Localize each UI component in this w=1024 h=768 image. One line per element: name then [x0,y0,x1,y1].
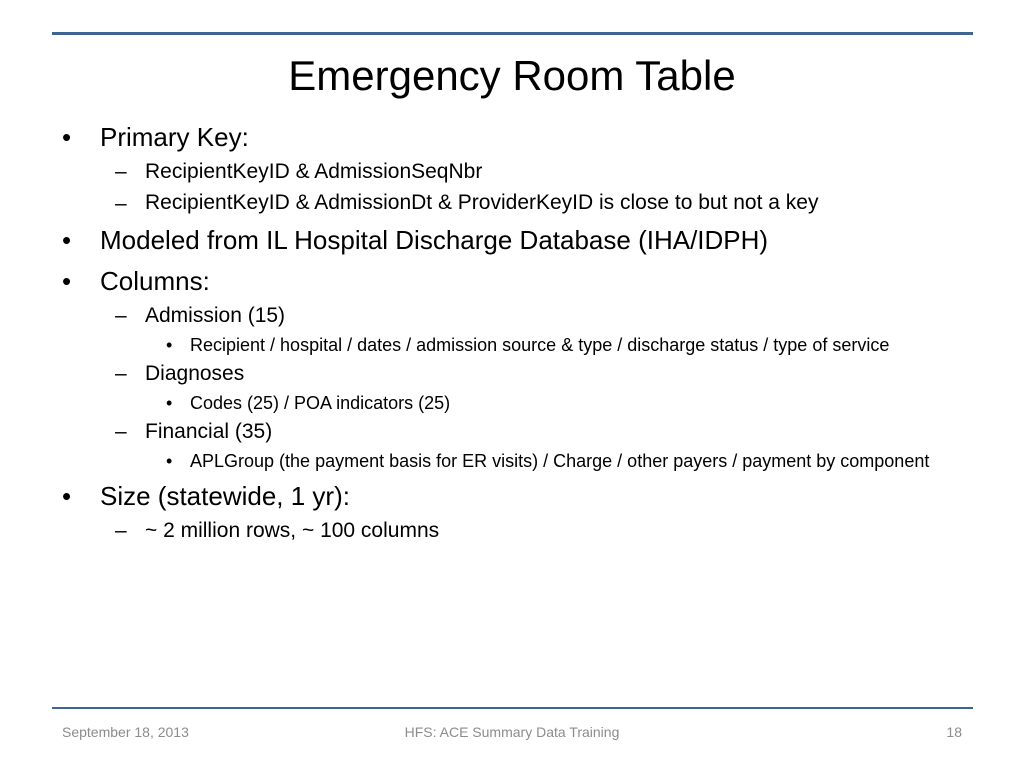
slide-body [62,121,962,545]
small-bullet-marker: • [166,451,173,471]
sub-bullet-text: Diagnoses [145,362,245,385]
sub-bullet-size [115,517,962,545]
sub-bullet-financial [115,418,962,446]
bullet-primary-key [62,121,962,154]
detail-financial [166,450,962,472]
top-rule [52,32,973,35]
detail-admission [166,334,962,356]
dash-marker: – [115,519,127,542]
bullet-text: Size (statewide, 1 yr): [100,481,350,511]
sub-bullet-text: Admission (15) [145,304,286,327]
detail-text: Codes (25) / POA indicators (25) [190,393,451,413]
detail-text: APLGroup (the payment basis for ER visits) / Charge / other payers / payment by component [190,451,930,471]
sub-bullet-key-1 [115,158,962,186]
bullet-marker: • [62,225,72,255]
footer-page-number: 18 [946,724,962,740]
detail-text: Recipient / hospital / dates / admission source & type / discharge status / type of service [190,335,890,355]
dash-marker: – [115,192,127,215]
sub-bullet-diagnoses [115,360,962,388]
bullet-columns [62,265,962,298]
sub-bullet-admission [115,302,962,330]
sub-bullet-text: Financial (35) [145,420,273,443]
sub-bullet-text: RecipientKeyID & AdmissionDt & ProviderKeyID is close to but not a key [145,191,819,214]
bullet-text: Modeled from IL Hospital Discharge Database (IHA/IDPH) [100,225,769,255]
sub-bullet-text: ~ 2 million rows, ~ 100 columns [145,519,440,542]
bottom-rule [52,707,973,709]
bullet-text: Primary Key: [100,122,249,152]
dash-marker: – [115,160,127,183]
bullet-size [62,480,962,513]
bullet-marker: • [62,122,72,152]
small-bullet-marker: • [166,335,173,355]
slide-title: Emergency Room Table [288,52,736,99]
dash-marker: – [115,420,127,443]
detail-diagnoses [166,392,962,414]
footer-title: HFS: ACE Summary Data Training [404,724,620,740]
dash-marker: – [115,362,127,385]
footer-date: September 18, 2013 [62,724,189,740]
dash-marker: – [115,304,127,327]
small-bullet-marker: • [166,393,173,413]
sub-bullet-key-2 [115,190,962,216]
bullet-modeled-from [62,224,962,257]
bullet-text: Columns: [100,266,210,296]
bullet-marker: • [62,266,72,296]
bullet-marker: • [62,481,72,511]
sub-bullet-text: RecipientKeyID & AdmissionSeqNbr [145,160,483,183]
